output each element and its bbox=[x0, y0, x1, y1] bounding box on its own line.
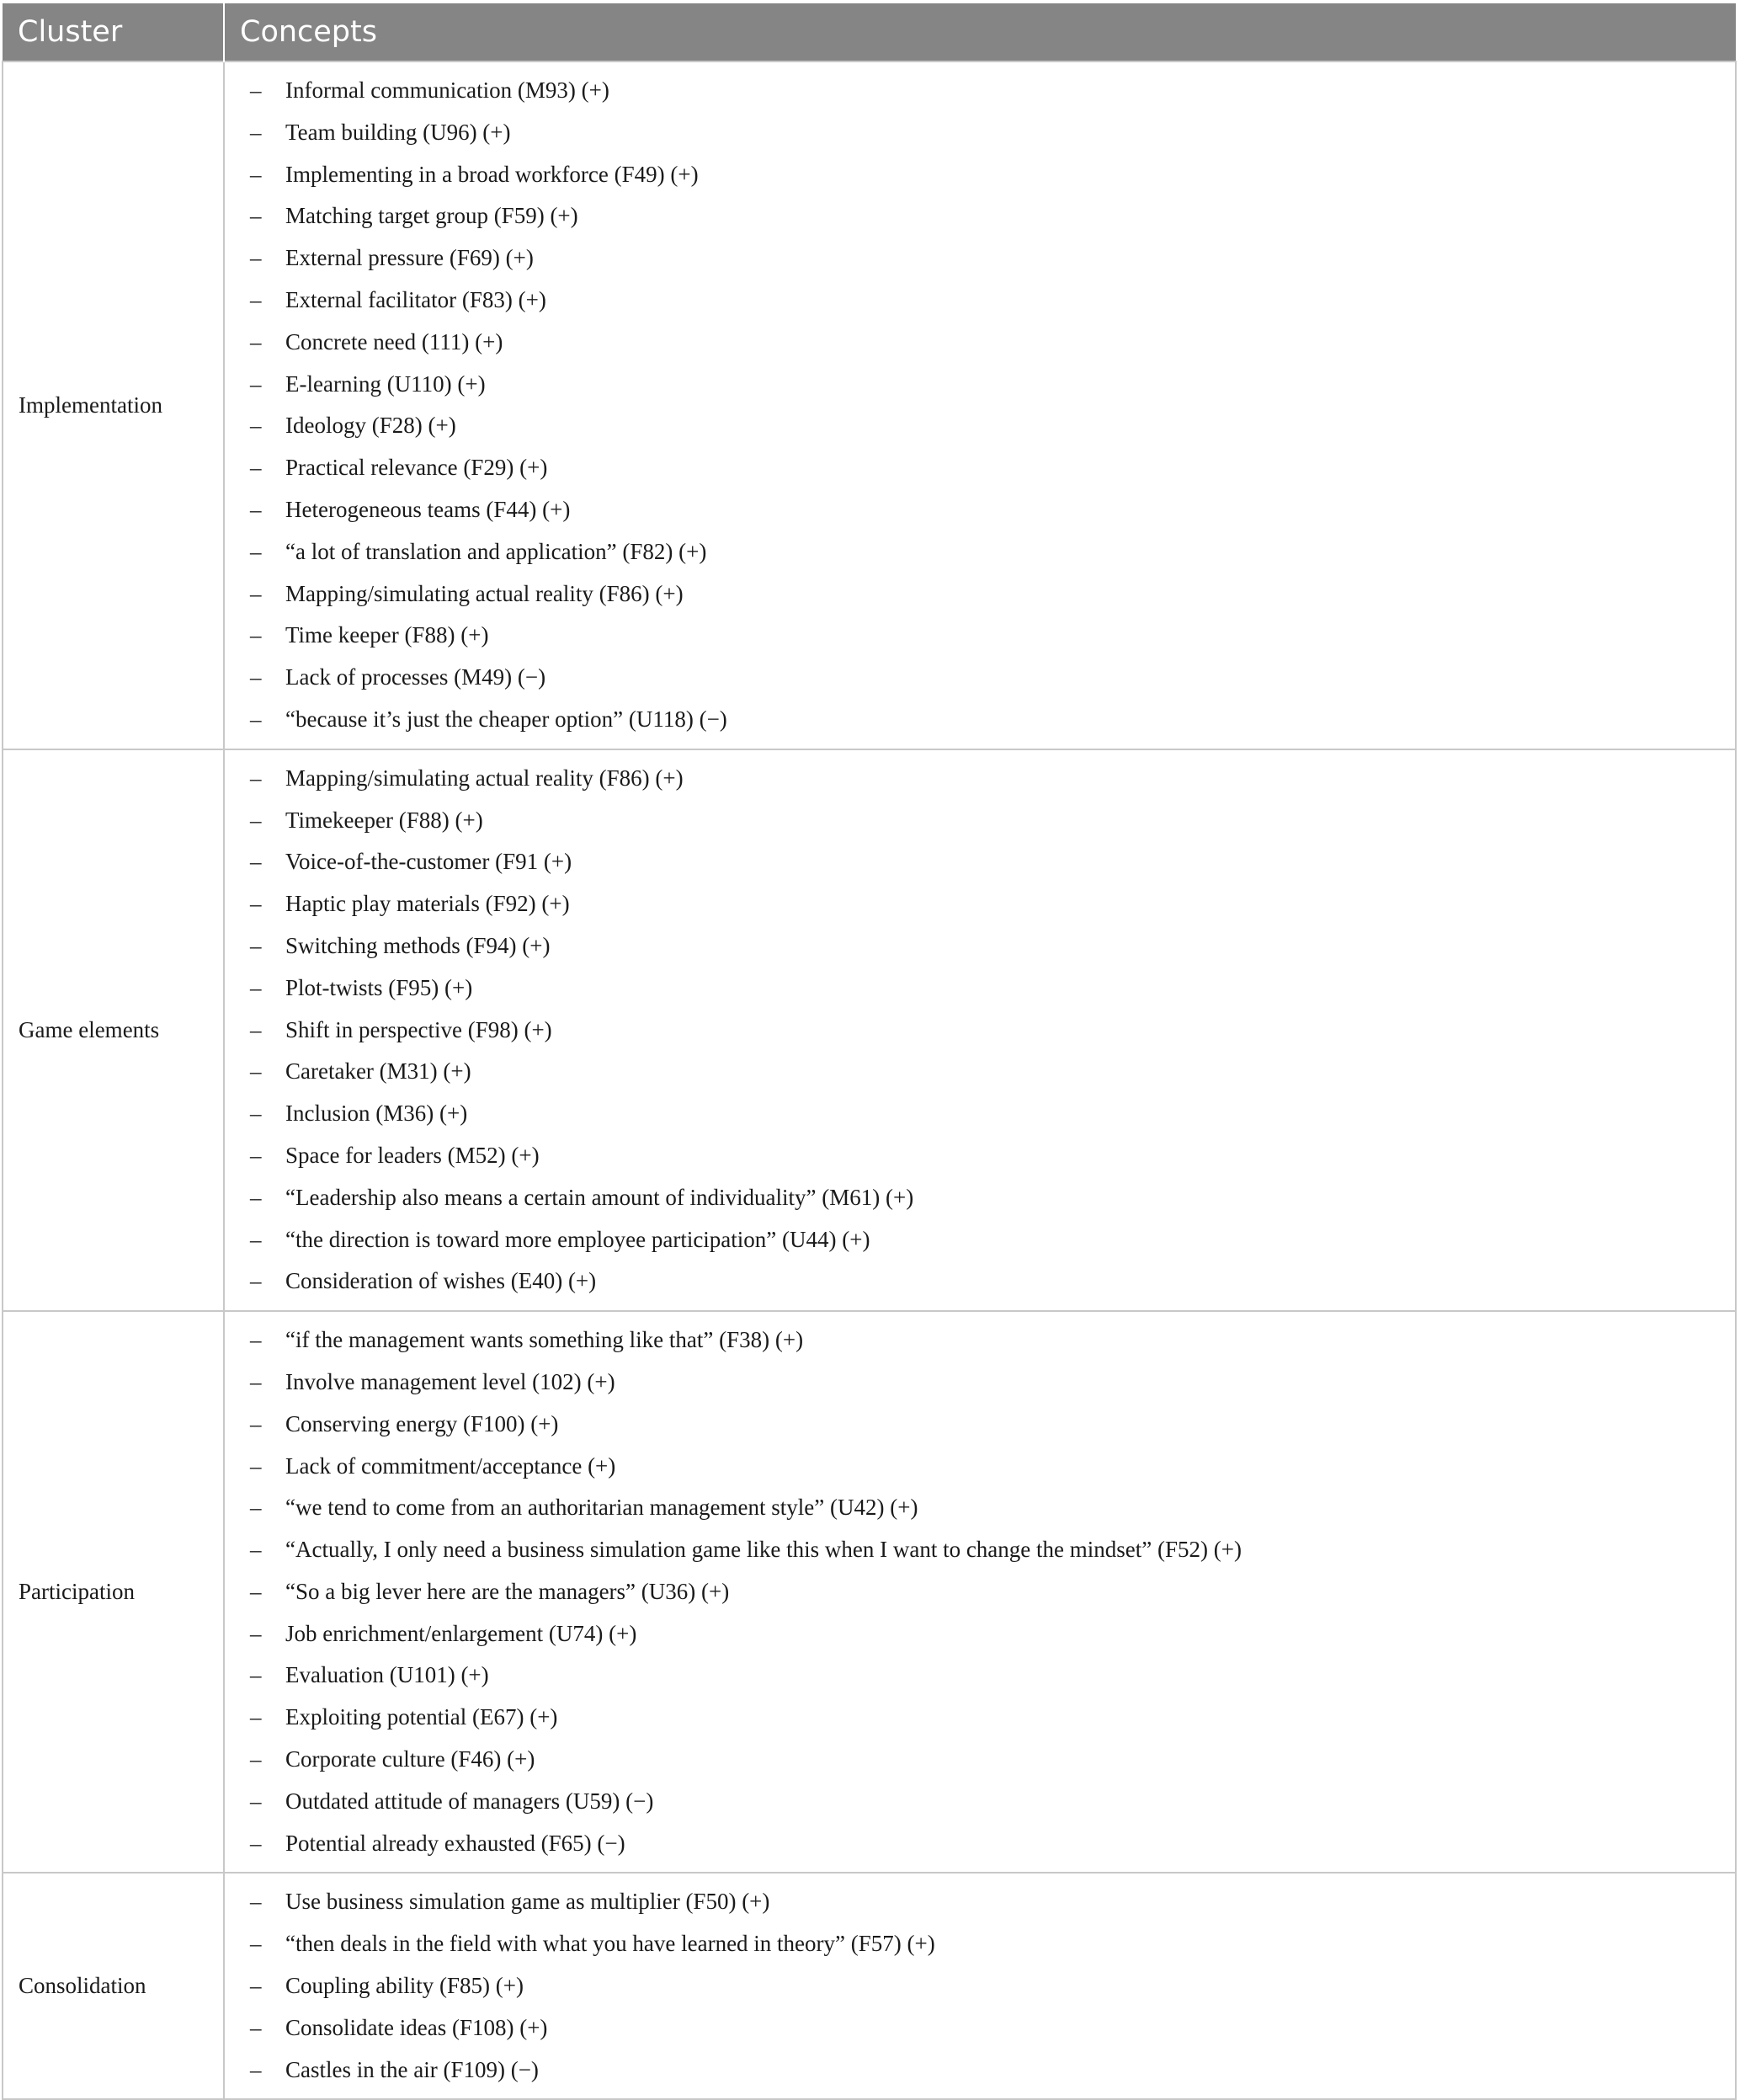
concept-text: Involve management level (102) (+) bbox=[285, 1368, 615, 1394]
dash-marker: – bbox=[250, 974, 262, 1000]
list-item bbox=[250, 364, 1735, 406]
dash-marker: – bbox=[250, 119, 262, 145]
concept-text: Corporate culture (F46) (+) bbox=[285, 1746, 535, 1772]
concept-text: Team building (U96) (+) bbox=[285, 119, 511, 145]
concept-text: “if the management wants something like that” (F38) (+) bbox=[285, 1327, 804, 1353]
concept-text: “a lot of translation and application” (F82) (+) bbox=[285, 538, 707, 564]
concept-text: Plot-twists (F95) (+) bbox=[285, 974, 473, 1000]
dash-marker: – bbox=[250, 932, 262, 958]
concept-text: Caretaker (M31) (+) bbox=[285, 1058, 471, 1085]
concepts-cell bbox=[224, 749, 1736, 1311]
list-item bbox=[250, 1529, 1735, 1571]
list-item bbox=[250, 967, 1735, 1010]
concept-text: Informal communication (M93) (+) bbox=[285, 77, 609, 103]
list-item bbox=[250, 1613, 1735, 1655]
list-item bbox=[250, 883, 1735, 925]
dash-marker: – bbox=[250, 2056, 262, 2082]
list-item bbox=[250, 195, 1735, 237]
dash-marker: – bbox=[250, 538, 262, 564]
list-item bbox=[250, 573, 1735, 616]
concept-text: Consolidate ideas (F108) (+) bbox=[285, 2014, 548, 2040]
cluster-cell: Implementation bbox=[3, 61, 224, 749]
concept-text: Conserving energy (F100) (+) bbox=[285, 1410, 559, 1436]
concept-text: Exploiting potential (E67) (+) bbox=[285, 1704, 558, 1730]
concept-text: Timekeeper (F88) (+) bbox=[285, 807, 483, 833]
list-item bbox=[250, 1362, 1735, 1404]
concept-text: Potential already exhausted (F65) (−) bbox=[285, 1830, 625, 1856]
dash-marker: – bbox=[250, 1101, 262, 1127]
list-item bbox=[250, 1655, 1735, 1697]
list-item bbox=[250, 1261, 1735, 1303]
list-item bbox=[250, 280, 1735, 322]
dash-marker: – bbox=[250, 664, 262, 690]
concepts-table bbox=[2, 3, 1737, 2100]
list-item bbox=[250, 2049, 1735, 2092]
list-item bbox=[250, 237, 1735, 280]
list-item bbox=[250, 1487, 1735, 1529]
header-cluster: Cluster bbox=[3, 3, 224, 61]
dash-marker: – bbox=[250, 891, 262, 917]
concept-text: External facilitator (F83) (+) bbox=[285, 286, 546, 312]
concept-text: Ideology (F28) (+) bbox=[285, 413, 456, 439]
concept-text: “Actually, I only need a business simulation game like this when I want to change the mindset” (F52) (+) bbox=[285, 1537, 1242, 1563]
table-body bbox=[3, 61, 1736, 2099]
list-item bbox=[250, 615, 1735, 657]
list-item bbox=[250, 70, 1735, 112]
concepts-cell bbox=[224, 1311, 1736, 1873]
list-item bbox=[250, 447, 1735, 489]
dash-marker: – bbox=[250, 1226, 262, 1252]
dash-marker: – bbox=[250, 1931, 262, 1957]
dash-marker: – bbox=[250, 328, 262, 354]
concept-text: Consideration of wishes (E40) (+) bbox=[285, 1268, 597, 1294]
concept-text: External pressure (F69) (+) bbox=[285, 245, 534, 271]
concept-text: Shift in perspective (F98) (+) bbox=[285, 1016, 552, 1042]
concepts-cell bbox=[224, 1873, 1736, 2099]
list-item bbox=[250, 1881, 1735, 1923]
concept-list bbox=[225, 750, 1735, 1310]
concept-text: Job enrichment/enlargement (U74) (+) bbox=[285, 1620, 637, 1646]
dash-marker: – bbox=[250, 1537, 262, 1563]
dash-marker: – bbox=[250, 1620, 262, 1646]
dash-marker: – bbox=[250, 1889, 262, 1915]
concept-text: Time keeper (F88) (+) bbox=[285, 622, 489, 648]
list-item bbox=[250, 1177, 1735, 1219]
list-item bbox=[250, 1219, 1735, 1261]
dash-marker: – bbox=[250, 849, 262, 875]
cluster-cell: Participation bbox=[3, 1311, 224, 1873]
list-item bbox=[250, 1571, 1735, 1613]
dash-marker: – bbox=[250, 77, 262, 103]
list-item bbox=[250, 322, 1735, 364]
list-item bbox=[250, 2007, 1735, 2049]
dash-marker: – bbox=[250, 1746, 262, 1772]
concept-text: “So a big lever here are the managers” (U36) (+) bbox=[285, 1578, 730, 1604]
list-item bbox=[250, 489, 1735, 531]
dash-marker: – bbox=[250, 413, 262, 439]
list-item bbox=[250, 657, 1735, 699]
list-item bbox=[250, 531, 1735, 573]
concept-text: Practical relevance (F29) (+) bbox=[285, 455, 548, 481]
concept-text: Lack of commitment/acceptance (+) bbox=[285, 1452, 616, 1479]
cluster-cell: Consolidation bbox=[3, 1873, 224, 2099]
list-item bbox=[250, 1051, 1735, 1093]
concepts-cell bbox=[224, 61, 1736, 749]
concept-text: Lack of processes (M49) (−) bbox=[285, 664, 546, 690]
list-item bbox=[250, 154, 1735, 196]
concept-list bbox=[225, 62, 1735, 749]
dash-marker: – bbox=[250, 496, 262, 522]
dash-marker: – bbox=[250, 1268, 262, 1294]
concept-text: “then deals in the field with what you have learned in theory” (F57) (+) bbox=[285, 1931, 935, 1957]
list-item bbox=[250, 1135, 1735, 1177]
list-item bbox=[250, 1093, 1735, 1135]
table-row bbox=[3, 61, 1736, 749]
concept-list bbox=[225, 1873, 1735, 2098]
list-item bbox=[250, 1923, 1735, 1965]
table-row bbox=[3, 1873, 1736, 2099]
concept-text: Concrete need (111) (+) bbox=[285, 328, 503, 354]
dash-marker: – bbox=[250, 1058, 262, 1085]
list-item bbox=[250, 1319, 1735, 1362]
dash-marker: – bbox=[250, 622, 262, 648]
concept-text: Mapping/simulating actual reality (F86) (+) bbox=[285, 765, 684, 791]
dash-marker: – bbox=[250, 1142, 262, 1168]
list-item bbox=[250, 841, 1735, 883]
dash-marker: – bbox=[250, 203, 262, 229]
list-item bbox=[250, 1781, 1735, 1823]
dash-marker: – bbox=[250, 1662, 262, 1688]
table-row bbox=[3, 749, 1736, 1311]
dash-marker: – bbox=[250, 1327, 262, 1353]
list-item bbox=[250, 1823, 1735, 1865]
list-item bbox=[250, 112, 1735, 154]
concept-text: Heterogeneous teams (F44) (+) bbox=[285, 496, 571, 522]
list-item bbox=[250, 1739, 1735, 1781]
concept-text: Implementing in a broad workforce (F49) (+) bbox=[285, 161, 699, 187]
list-item bbox=[250, 699, 1735, 741]
cluster-cell: Game elements bbox=[3, 749, 224, 1311]
concept-text: Mapping/simulating actual reality (F86) (+) bbox=[285, 580, 684, 606]
concept-text: “the direction is toward more employee participation” (U44) (+) bbox=[285, 1226, 870, 1252]
table-row bbox=[3, 1311, 1736, 1873]
dash-marker: – bbox=[250, 1184, 262, 1210]
dash-marker: – bbox=[250, 706, 262, 732]
dash-marker: – bbox=[250, 1578, 262, 1604]
dash-marker: – bbox=[250, 1973, 262, 1999]
concept-text: “Leadership also means a certain amount of individuality” (M61) (+) bbox=[285, 1184, 914, 1210]
dash-marker: – bbox=[250, 1410, 262, 1436]
concept-text: Use business simulation game as multiplier (F50) (+) bbox=[285, 1889, 770, 1915]
dash-marker: – bbox=[250, 765, 262, 791]
list-item bbox=[250, 758, 1735, 800]
list-item bbox=[250, 1965, 1735, 2007]
dash-marker: – bbox=[250, 1495, 262, 1521]
dash-marker: – bbox=[250, 161, 262, 187]
dash-marker: – bbox=[250, 1016, 262, 1042]
list-item bbox=[250, 405, 1735, 447]
dash-marker: – bbox=[250, 1368, 262, 1394]
concept-text: Voice-of-the-customer (F91 (+) bbox=[285, 849, 572, 875]
list-item bbox=[250, 1010, 1735, 1052]
table-header-row bbox=[3, 3, 1736, 61]
concept-text: “because it’s just the cheaper option” (U118) (−) bbox=[285, 706, 727, 732]
dash-marker: – bbox=[250, 1788, 262, 1814]
concept-text: Haptic play materials (F92) (+) bbox=[285, 891, 570, 917]
concept-text: Switching methods (F94) (+) bbox=[285, 932, 551, 958]
dash-marker: – bbox=[250, 1830, 262, 1856]
concept-text: Coupling ability (F85) (+) bbox=[285, 1973, 524, 1999]
concept-text: Evaluation (U101) (+) bbox=[285, 1662, 489, 1688]
list-item bbox=[250, 800, 1735, 842]
concept-text: “we tend to come from an authoritarian management style” (U42) (+) bbox=[285, 1495, 918, 1521]
dash-marker: – bbox=[250, 2014, 262, 2040]
dash-marker: – bbox=[250, 807, 262, 833]
dash-marker: – bbox=[250, 455, 262, 481]
concept-text: Outdated attitude of managers (U59) (−) bbox=[285, 1788, 654, 1814]
dash-marker: – bbox=[250, 1704, 262, 1730]
list-item bbox=[250, 925, 1735, 967]
dash-marker: – bbox=[250, 1452, 262, 1479]
concept-text: Matching target group (F59) (+) bbox=[285, 203, 578, 229]
list-item bbox=[250, 1404, 1735, 1446]
dash-marker: – bbox=[250, 370, 262, 397]
concept-text: Inclusion (M36) (+) bbox=[285, 1101, 468, 1127]
list-item bbox=[250, 1446, 1735, 1488]
concept-text: Space for leaders (M52) (+) bbox=[285, 1142, 540, 1168]
dash-marker: – bbox=[250, 245, 262, 271]
dash-marker: – bbox=[250, 286, 262, 312]
list-item bbox=[250, 1697, 1735, 1739]
concept-text: Castles in the air (F109) (−) bbox=[285, 2056, 539, 2082]
concept-text: E-learning (U110) (+) bbox=[285, 370, 486, 397]
concept-list bbox=[225, 1312, 1735, 1872]
header-concepts: Concepts bbox=[224, 3, 1736, 61]
dash-marker: – bbox=[250, 580, 262, 606]
